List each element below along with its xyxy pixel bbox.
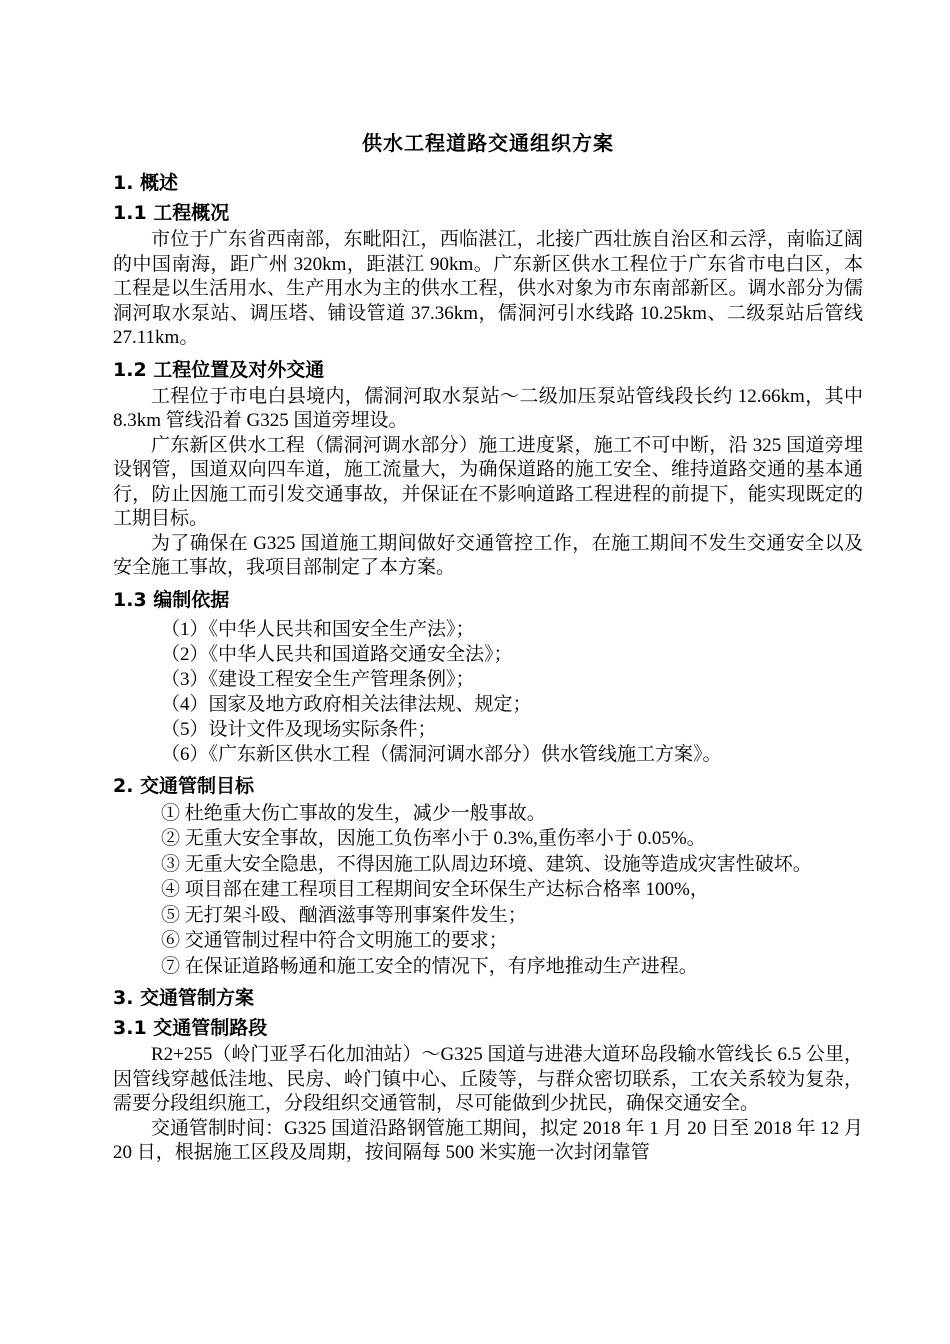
paragraph-purpose: 为了确保在 G325 国道施工期间做好交通管控工作，在施工期间不发生交通安全以及安全施工事故，我项目部制定了本方案。 bbox=[113, 532, 863, 578]
section-heading-1-1: 1.1 工程概况 bbox=[113, 202, 230, 224]
list-item: （2）《中华人民共和国道路交通安全法》； bbox=[161, 643, 513, 665]
section-heading-2: 2. 交通管制目标 bbox=[113, 774, 255, 797]
list-item: （6）《广东新区供水工程（儒洞河调水部分）供水管线施工方案》。 bbox=[161, 743, 722, 765]
document-page bbox=[113, 128, 863, 1166]
section-heading-3-1: 3.1 交通管制路段 bbox=[113, 1017, 268, 1039]
paragraph-overview: 市位于广东省西南部，东毗阳江，西临湛江，北接广西壮族自治区和云浮，南临辽阔的中国南海，距广州 320km，距湛江 90km。广东新区供水工程位于广东省市电白区，本工程是以生活用水、生产用水为主的供水工程，供水对象为市东南部新区。调水部分为儒洞河取水泵站、调压塔、铺设管道 37.36km，儒洞河引水线路 10.25km、二级泵站后管线 27.11km。 bbox=[113, 229, 863, 348]
list-item: ② 无重大安全事故，因施工负伤率小于 0.3%,重伤率小于 0.05%。 bbox=[161, 828, 706, 849]
section-heading-1-3: 1.3 编制依据 bbox=[113, 588, 230, 611]
list-item: ⑦ 在保证道路畅通和施工安全的情况下，有序地推动生产进程。 bbox=[161, 955, 698, 977]
basis-list bbox=[113, 617, 863, 767]
list-item: ① 杜绝重大伤亡事故的发生，减少一般事故。 bbox=[161, 802, 546, 824]
document-title: 供水工程道路交通组织方案 bbox=[362, 133, 614, 155]
section-heading-1-2: 1.2 工程位置及对外交通 bbox=[113, 358, 325, 381]
paragraph-location: 工程位于市电白县境内，儒洞河取水泵站～二级加压泵站管线段长约 12.66km，其中 8.3km 管线沿着 G325 国道旁埋设。 bbox=[113, 385, 863, 431]
section-heading-1: 1. 概述 bbox=[113, 172, 179, 194]
paragraph-progress: 广东新区供水工程（儒洞河调水部分）施工进度紧，施工不可中断，沿 325 国道旁埋设钢管，国道双向四车道，施工流量大，为确保道路的施工安全、维持道路交通的基本通行，防止因施工而引发交通事故，并保证在不影响道路工程进程的前提下，能实现既定的工期目标。 bbox=[113, 434, 863, 529]
list-item: ⑤ 无打架斗殴、酗酒滋事等刑事案件发生； bbox=[161, 904, 527, 926]
section-heading-3: 3. 交通管制方案 bbox=[113, 987, 255, 1009]
list-item: ④ 项目部在建工程项目工程期间安全环保生产达标合格率 100%， bbox=[161, 879, 709, 900]
list-item: ⑥ 交通管制过程中符合文明施工的要求； bbox=[161, 930, 508, 951]
list-item: （1）《中华人民共和国安全生产法》； bbox=[161, 618, 475, 640]
paragraph-road-section: R2+255（岭门亚孚石化加油站）～G325 国道与进港大道环岛段输水管线长 6.5 公里，因管线穿越低洼地、民房、岭门镇中心、丘陵等，与群众密切联系，工农关系较为复杂，需要分段组织施工，分段组织交通管制，尽可能做到少扰民，确保交通安全。 bbox=[113, 1044, 863, 1114]
list-item: （4）国家及地方政府相关法律法规、规定； bbox=[161, 693, 532, 715]
list-item: （3）《建设工程安全生产管理条例》； bbox=[161, 668, 475, 690]
list-item: ③ 无重大安全隐患，不得因施工队周边环境、建筑、设施等造成灾害性破坏。 bbox=[161, 853, 812, 875]
list-item: （5）设计文件及现场实际条件； bbox=[161, 718, 437, 740]
paragraph-control-time: 交通管制时间：G325 国道沿路钢管施工期间，拟定 2018 年 1 月 20 日至 2018 年 12 月 20 日，根据施工区段及周期，按间隔每 500 米实施一次封闭靠管 bbox=[113, 1117, 863, 1163]
goals-list bbox=[113, 801, 863, 980]
